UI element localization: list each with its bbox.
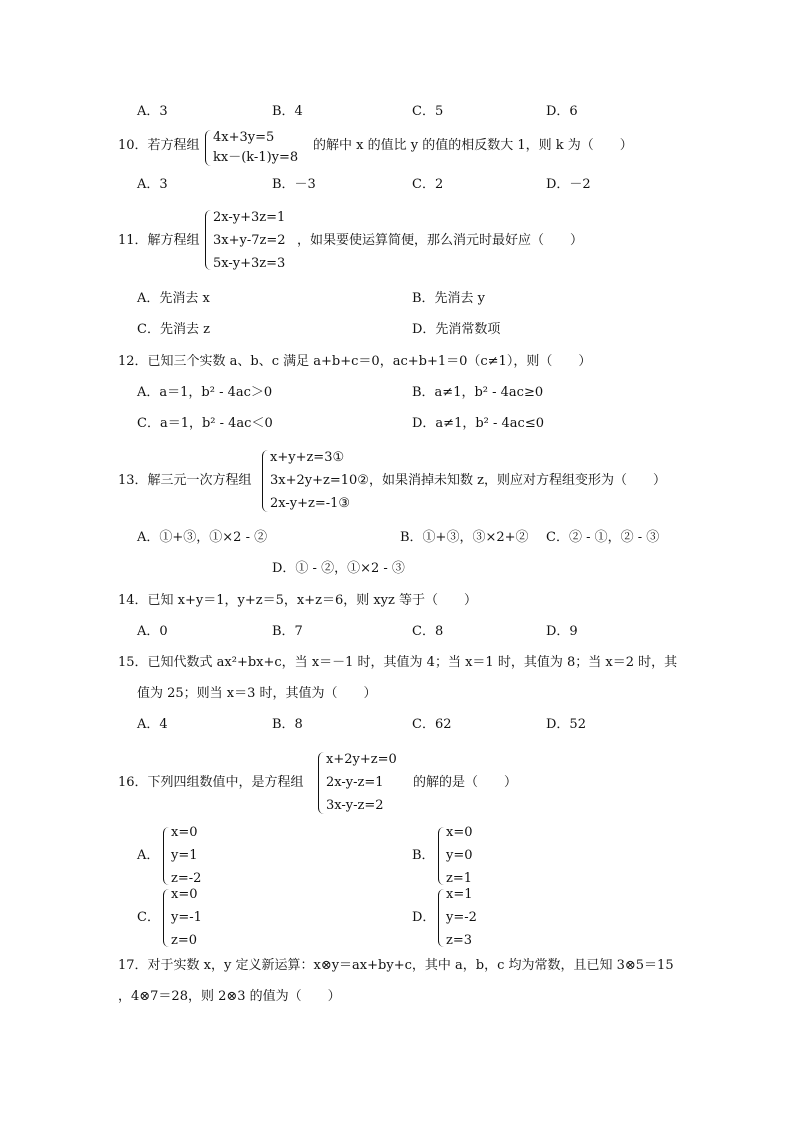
equation: y=-1: [171, 910, 202, 925]
option-c: C．2: [412, 177, 444, 192]
question-prefix: 10．若方程组: [118, 138, 200, 153]
option-b: B．a≠1，b² - 4ac≥0: [412, 385, 544, 400]
equation: y=-2: [446, 910, 477, 925]
option-a: A．3: [137, 177, 168, 192]
question-stem-line1: 17．对于实数 x，y 定义新运算：x⊗y＝ax+by+c，其中 a，b，c 均为常数，且已知 3⊗5＝15: [118, 958, 674, 973]
brace-icon: [205, 210, 211, 270]
option-c: C．a＝1，b² - 4ac＜0: [137, 416, 273, 431]
option-b: B．先消去 y: [412, 291, 486, 306]
equation-system: [318, 750, 418, 816]
option-a: A．0: [137, 624, 168, 639]
option-d: D．9: [546, 624, 578, 639]
equation: x=0: [171, 825, 198, 840]
question-prefix: 16．下列四组数值中，是方程组: [118, 775, 304, 790]
equation: x=0: [171, 887, 198, 902]
option-d: D．6: [546, 104, 578, 119]
equation-system: [205, 208, 305, 272]
option-b: B．－3: [272, 177, 316, 192]
brace-icon: [262, 450, 268, 512]
option-b-label: B．: [412, 848, 435, 863]
equation: z=-2: [171, 871, 202, 886]
question-stem-line2: ，4⊗7＝28，则 2⊗3 的值为（ ）: [118, 989, 341, 1004]
option-a: A．3: [137, 104, 168, 119]
equation-system: [205, 128, 315, 168]
equation: 3x+y-7z=2: [213, 233, 286, 248]
equation: x+2y+z=0: [326, 752, 397, 767]
option-d-system: [438, 887, 498, 949]
option-d-label: D．: [412, 910, 436, 925]
option-c: C．5: [412, 104, 444, 119]
equation: y=0: [446, 848, 473, 863]
equation-system: [262, 448, 370, 514]
brace-icon: [318, 752, 324, 814]
equation: z=0: [171, 933, 198, 948]
question-stem: 12．已知三个实数 a、b、c 满足 a+b+c＝0，ac+b+1＝0（c≠1），则（ ）: [118, 354, 592, 369]
brace-icon: [205, 130, 211, 166]
brace-icon: [163, 827, 169, 885]
option-d: D．先消常数项: [412, 322, 501, 337]
equation: z=3: [446, 933, 473, 948]
equation: kx－(k-1)y=8: [213, 150, 299, 165]
equation: x+y+z=3①: [270, 450, 345, 465]
equation: z=1: [446, 871, 473, 886]
equation: 2x-y-z=1: [326, 775, 384, 790]
equation: x=1: [446, 887, 473, 902]
question-prefix: 11．解方程组: [118, 233, 200, 248]
question-stem-line1: 15．已知代数式 ax²+bx+c，当 x＝－1 时，其值为 4；当 x＝1 时，其值为 8；当 x＝2 时，其: [118, 655, 678, 670]
brace-icon: [163, 889, 169, 947]
question-stem-line2: 值为 25；则当 x＝3 时，其值为（ ）: [137, 686, 377, 701]
option-a-system: [163, 825, 223, 887]
option-b: B．8: [272, 717, 303, 732]
question-stem: 14．已知 x+y＝1，y+z＝5，x+z＝6，则 xyz 等于（ ）: [118, 593, 478, 608]
equation: 3x+2y+z=10②: [270, 473, 369, 488]
option-d: D．52: [546, 717, 586, 732]
option-a: A．4: [137, 717, 168, 732]
question-suffix: ，如果消掉未知数 z，则应对方程组变形为（ ）: [369, 473, 666, 488]
option-d: D．－2: [546, 177, 591, 192]
equation: 2x-y+3z=1: [213, 210, 286, 225]
option-c-system: [163, 887, 223, 949]
option-c: C．② - ①，② - ③: [546, 530, 660, 545]
option-c: C．8: [412, 624, 444, 639]
option-a: A．①+③，①×2 - ②: [137, 530, 268, 545]
option-b-system: [438, 825, 498, 887]
brace-icon: [438, 889, 444, 947]
equation: 4x+3y=5: [213, 130, 275, 145]
question-prefix: 13．解三元一次方程组: [118, 473, 252, 488]
equation: y=1: [171, 848, 198, 863]
equation: 3x-y-z=2: [326, 798, 384, 813]
equation: 5x-y+3z=3: [213, 256, 286, 271]
option-a-label: A．: [137, 848, 160, 863]
question-suffix: 的解中 x 的值比 y 的值的相反数大 1，则 k 为（ ）: [313, 138, 633, 153]
option-b: B．①+③，③×2+②: [400, 530, 529, 545]
brace-icon: [438, 827, 444, 885]
option-c-label: C．: [137, 910, 160, 925]
option-d: D．① - ②，①×2 - ③: [272, 561, 405, 576]
option-a: A．先消去 x: [137, 291, 210, 306]
question-suffix: 的解的是（ ）: [413, 775, 518, 790]
question-suffix: ，如果要使运算简便，那么消元时最好应（ ）: [297, 233, 584, 248]
option-a: A．a＝1，b² - 4ac＞0: [137, 385, 273, 400]
option-d: D．a≠1，b² - 4ac≤0: [412, 416, 544, 431]
option-c: C．62: [412, 717, 452, 732]
equation: 2x-y+z=-1③: [270, 496, 351, 511]
option-b: B．4: [272, 104, 303, 119]
option-c: C．先消去 z: [137, 322, 210, 337]
option-b: B．7: [272, 624, 303, 639]
equation: x=0: [446, 825, 473, 840]
